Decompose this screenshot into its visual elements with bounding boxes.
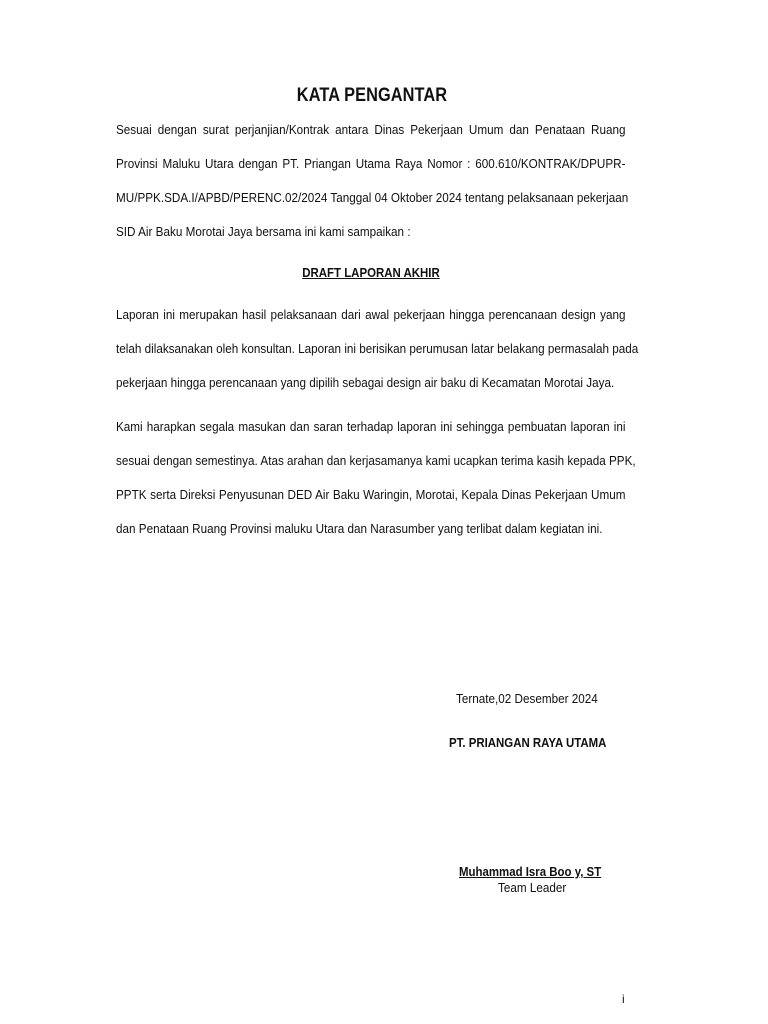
para2-line-4: dan Penataan Ruang Provinsi maluku Utara dan Narasumber yang terlibat dalam kegiatan ini.	[116, 521, 603, 536]
signer-role: Team Leader	[498, 880, 567, 895]
para2-line-2: sesuai dengan semestinya. Atas arahan dan kerjasamanya kami ucapkan terima kasih kepada PPK,	[116, 453, 636, 468]
para2-line-1: Kami harapkan segala masukan dan saran terhadap laporan ini sehingga pembuatan laporan ini	[116, 419, 626, 434]
page-title: KATA PENGANTAR	[296, 85, 448, 106]
intro-line-1: Sesuai dengan surat perjanjian/Kontrak antara Dinas Pekerjaan Umum dan Penataan Ruang	[116, 122, 626, 137]
para1-line-1: Laporan ini merupakan hasil pelaksanaan dari awal pekerjaan hingga perencanaan design yang	[116, 307, 626, 322]
report-subtitle: DRAFT LAPORAN AKHIR	[302, 265, 440, 280]
intro-paragraph	[116, 121, 629, 257]
para2-line-3: PPTK serta Direksi Penyusunan DED Air Baku Waringin, Morotai, Kepala Dinas Pekerjaan Umum	[116, 487, 626, 502]
intro-line-2: Provinsi Maluku Utara dengan PT. Priangan Utama Raya Nomor : 600.610/KONTRAK/DPUPR-	[116, 156, 626, 171]
para1-line-2: telah dilaksanakan oleh konsultan. Laporan ini berisikan perumusan latar belakang permasalah pada	[116, 341, 639, 356]
body-paragraph-1	[116, 306, 639, 408]
intro-line-4: SID Air Baku Morotai Jaya bersama ini kami sampaikan :	[116, 224, 411, 239]
para1-line-3: pekerjaan hingga perencanaan yang dipilih sebagai design air baku di Kecamatan Morotai Jaya.	[116, 375, 615, 390]
page-number: i	[622, 992, 625, 1006]
company-name: PT. PRIANGAN RAYA UTAMA	[449, 735, 607, 750]
intro-line-3: MU/PPK.SDA.I/APBD/PERENC.02/2024 Tanggal 04 Oktober 2024 tentang pelaksanaan pekerjaan	[116, 190, 629, 205]
body-paragraph-2	[116, 418, 636, 554]
signer-name: Muhammad Isra Boo y, ST	[459, 864, 602, 879]
place-date: Ternate,02 Desember 2024	[456, 691, 598, 706]
